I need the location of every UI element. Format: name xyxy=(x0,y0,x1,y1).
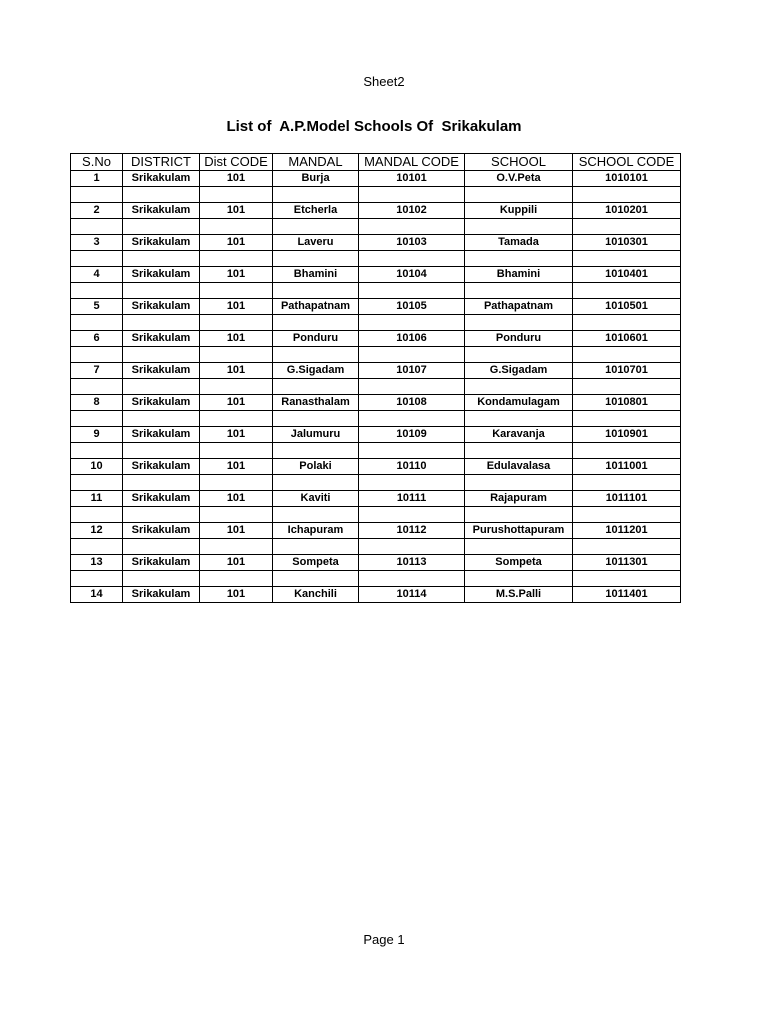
empty-cell xyxy=(123,411,200,427)
dist-code-cell: 101 xyxy=(200,523,273,539)
sno-cell: 1 xyxy=(71,171,123,187)
district-cell: Srikakulam xyxy=(123,523,200,539)
empty-cell xyxy=(465,443,573,459)
mandal-code-cell: 10114 xyxy=(359,587,465,603)
empty-cell xyxy=(359,443,465,459)
empty-cell xyxy=(71,187,123,203)
empty-cell xyxy=(71,443,123,459)
dist-code-cell: 101 xyxy=(200,331,273,347)
column-header: DISTRICT xyxy=(123,154,200,171)
district-cell: Srikakulam xyxy=(123,587,200,603)
mandal-code-cell: 10104 xyxy=(359,267,465,283)
mandal-code-cell: 10106 xyxy=(359,331,465,347)
sno-cell: 11 xyxy=(71,491,123,507)
school-code-cell: 1011001 xyxy=(573,459,681,475)
table-body xyxy=(71,171,681,603)
mandal-code-cell: 10109 xyxy=(359,427,465,443)
empty-cell xyxy=(71,251,123,267)
dist-code-cell: 101 xyxy=(200,587,273,603)
empty-cell xyxy=(359,507,465,523)
mandal-cell: Kanchili xyxy=(273,587,359,603)
mandal-cell: Ranasthalam xyxy=(273,395,359,411)
empty-cell xyxy=(573,475,681,491)
empty-cell xyxy=(123,379,200,395)
empty-cell xyxy=(273,571,359,587)
empty-cell xyxy=(71,539,123,555)
empty-cell xyxy=(123,507,200,523)
empty-cell xyxy=(465,315,573,331)
schools-table xyxy=(70,153,681,603)
spacer-row xyxy=(71,539,681,555)
empty-cell xyxy=(273,251,359,267)
table-row xyxy=(71,363,681,379)
empty-cell xyxy=(71,347,123,363)
school-code-cell: 1010301 xyxy=(573,235,681,251)
empty-cell xyxy=(359,475,465,491)
column-header: Dist CODE xyxy=(200,154,273,171)
empty-cell xyxy=(273,219,359,235)
spacer-row xyxy=(71,283,681,299)
district-cell: Srikakulam xyxy=(123,203,200,219)
table-header-row xyxy=(71,154,681,171)
empty-cell xyxy=(359,347,465,363)
mandal-cell: Bhamini xyxy=(273,267,359,283)
sheet-name: Sheet2 xyxy=(363,74,405,89)
mandal-cell: Kaviti xyxy=(273,491,359,507)
empty-cell xyxy=(573,571,681,587)
mandal-cell: G.Sigadam xyxy=(273,363,359,379)
district-cell: Srikakulam xyxy=(123,331,200,347)
empty-cell xyxy=(273,411,359,427)
empty-cell xyxy=(71,379,123,395)
empty-cell xyxy=(573,507,681,523)
empty-cell xyxy=(200,411,273,427)
empty-cell xyxy=(200,475,273,491)
empty-cell xyxy=(71,219,123,235)
school-cell: Purushottapuram xyxy=(465,523,573,539)
table-row xyxy=(71,267,681,283)
mandal-code-cell: 10103 xyxy=(359,235,465,251)
spacer-row xyxy=(71,443,681,459)
page-number: Page 1 xyxy=(363,932,405,947)
table-row xyxy=(71,171,681,187)
spacer-row xyxy=(71,475,681,491)
dist-code-cell: 101 xyxy=(200,171,273,187)
dist-code-cell: 101 xyxy=(200,427,273,443)
school-cell: M.S.Palli xyxy=(465,587,573,603)
school-cell: Kuppili xyxy=(465,203,573,219)
empty-cell xyxy=(123,219,200,235)
sno-cell: 12 xyxy=(71,523,123,539)
district-cell: Srikakulam xyxy=(123,491,200,507)
empty-cell xyxy=(71,507,123,523)
dist-code-cell: 101 xyxy=(200,555,273,571)
empty-cell xyxy=(573,251,681,267)
mandal-code-cell: 10102 xyxy=(359,203,465,219)
empty-cell xyxy=(273,539,359,555)
district-cell: Srikakulam xyxy=(123,427,200,443)
document-title: List of A.P.Model Schools Of Srikakulam xyxy=(226,118,522,135)
school-cell: G.Sigadam xyxy=(465,363,573,379)
sno-cell: 9 xyxy=(71,427,123,443)
empty-cell xyxy=(200,379,273,395)
empty-cell xyxy=(123,283,200,299)
district-cell: Srikakulam xyxy=(123,235,200,251)
mandal-code-cell: 10101 xyxy=(359,171,465,187)
empty-cell xyxy=(273,507,359,523)
empty-cell xyxy=(465,219,573,235)
dist-code-cell: 101 xyxy=(200,491,273,507)
mandal-cell: Etcherla xyxy=(273,203,359,219)
school-cell: O.V.Peta xyxy=(465,171,573,187)
table-row xyxy=(71,331,681,347)
dist-code-cell: 101 xyxy=(200,299,273,315)
spacer-row xyxy=(71,251,681,267)
dist-code-cell: 101 xyxy=(200,363,273,379)
empty-cell xyxy=(573,219,681,235)
empty-cell xyxy=(573,187,681,203)
empty-cell xyxy=(200,315,273,331)
school-code-cell: 1011101 xyxy=(573,491,681,507)
dist-code-cell: 101 xyxy=(200,459,273,475)
empty-cell xyxy=(465,571,573,587)
school-code-cell: 1011201 xyxy=(573,523,681,539)
sno-cell: 6 xyxy=(71,331,123,347)
mandal-code-cell: 10113 xyxy=(359,555,465,571)
school-cell: Kondamulagam xyxy=(465,395,573,411)
spacer-row xyxy=(71,315,681,331)
empty-cell xyxy=(359,251,465,267)
spacer-row xyxy=(71,411,681,427)
empty-cell xyxy=(465,539,573,555)
dist-code-cell: 101 xyxy=(200,395,273,411)
spacer-row xyxy=(71,187,681,203)
empty-cell xyxy=(465,475,573,491)
empty-cell xyxy=(359,571,465,587)
empty-cell xyxy=(273,315,359,331)
school-code-cell: 1010701 xyxy=(573,363,681,379)
mandal-cell: Ichapuram xyxy=(273,523,359,539)
dist-code-cell: 101 xyxy=(200,267,273,283)
empty-cell xyxy=(123,347,200,363)
table-row xyxy=(71,587,681,603)
empty-cell xyxy=(123,315,200,331)
school-code-cell: 1010201 xyxy=(573,203,681,219)
mandal-cell: Laveru xyxy=(273,235,359,251)
school-code-cell: 1010501 xyxy=(573,299,681,315)
sno-cell: 8 xyxy=(71,395,123,411)
mandal-cell: Ponduru xyxy=(273,331,359,347)
sno-cell: 7 xyxy=(71,363,123,379)
empty-cell xyxy=(200,251,273,267)
empty-cell xyxy=(359,315,465,331)
empty-cell xyxy=(123,475,200,491)
school-cell: Bhamini xyxy=(465,267,573,283)
empty-cell xyxy=(465,379,573,395)
school-code-cell: 1011401 xyxy=(573,587,681,603)
empty-cell xyxy=(200,187,273,203)
empty-cell xyxy=(465,347,573,363)
empty-cell xyxy=(200,539,273,555)
sno-cell: 10 xyxy=(71,459,123,475)
table-row xyxy=(71,299,681,315)
empty-cell xyxy=(71,475,123,491)
district-cell: Srikakulam xyxy=(123,267,200,283)
table-row xyxy=(71,459,681,475)
column-header: MANDAL CODE xyxy=(359,154,465,171)
empty-cell xyxy=(573,315,681,331)
mandal-code-cell: 10112 xyxy=(359,523,465,539)
mandal-code-cell: 10111 xyxy=(359,491,465,507)
column-header: SCHOOL xyxy=(465,154,573,171)
district-cell: Srikakulam xyxy=(123,459,200,475)
district-cell: Srikakulam xyxy=(123,363,200,379)
column-header: SCHOOL CODE xyxy=(573,154,681,171)
empty-cell xyxy=(123,571,200,587)
empty-cell xyxy=(123,539,200,555)
empty-cell xyxy=(573,539,681,555)
district-cell: Srikakulam xyxy=(123,395,200,411)
empty-cell xyxy=(573,411,681,427)
empty-cell xyxy=(359,283,465,299)
table-row xyxy=(71,203,681,219)
spacer-row xyxy=(71,219,681,235)
mandal-cell: Polaki xyxy=(273,459,359,475)
school-code-cell: 1011301 xyxy=(573,555,681,571)
table-row xyxy=(71,523,681,539)
dist-code-cell: 101 xyxy=(200,235,273,251)
empty-cell xyxy=(573,347,681,363)
school-cell: Rajapuram xyxy=(465,491,573,507)
school-cell: Pathapatnam xyxy=(465,299,573,315)
empty-cell xyxy=(71,411,123,427)
spacer-row xyxy=(71,571,681,587)
empty-cell xyxy=(359,411,465,427)
mandal-code-cell: 10108 xyxy=(359,395,465,411)
empty-cell xyxy=(465,251,573,267)
sno-cell: 5 xyxy=(71,299,123,315)
empty-cell xyxy=(123,187,200,203)
empty-cell xyxy=(273,347,359,363)
school-code-cell: 1010901 xyxy=(573,427,681,443)
empty-cell xyxy=(200,283,273,299)
empty-cell xyxy=(71,315,123,331)
empty-cell xyxy=(200,571,273,587)
spacer-row xyxy=(71,379,681,395)
empty-cell xyxy=(273,187,359,203)
empty-cell xyxy=(359,187,465,203)
mandal-cell: Sompeta xyxy=(273,555,359,571)
mandal-code-cell: 10110 xyxy=(359,459,465,475)
table-row xyxy=(71,555,681,571)
empty-cell xyxy=(359,219,465,235)
empty-cell xyxy=(123,251,200,267)
empty-cell xyxy=(273,475,359,491)
dist-code-cell: 101 xyxy=(200,203,273,219)
empty-cell xyxy=(71,571,123,587)
column-header: MANDAL xyxy=(273,154,359,171)
table-row xyxy=(71,395,681,411)
table-row xyxy=(71,427,681,443)
district-cell: Srikakulam xyxy=(123,299,200,315)
sno-cell: 2 xyxy=(71,203,123,219)
empty-cell xyxy=(200,507,273,523)
table-row xyxy=(71,491,681,507)
empty-cell xyxy=(465,187,573,203)
school-cell: Tamada xyxy=(465,235,573,251)
district-cell: Srikakulam xyxy=(123,171,200,187)
empty-cell xyxy=(359,539,465,555)
school-cell: Karavanja xyxy=(465,427,573,443)
empty-cell xyxy=(359,379,465,395)
sno-cell: 14 xyxy=(71,587,123,603)
empty-cell xyxy=(573,283,681,299)
mandal-cell: Pathapatnam xyxy=(273,299,359,315)
column-header: S.No xyxy=(71,154,123,171)
empty-cell xyxy=(465,507,573,523)
sno-cell: 4 xyxy=(71,267,123,283)
empty-cell xyxy=(273,283,359,299)
empty-cell xyxy=(465,283,573,299)
school-code-cell: 1010601 xyxy=(573,331,681,347)
empty-cell xyxy=(465,411,573,427)
school-cell: Sompeta xyxy=(465,555,573,571)
empty-cell xyxy=(273,379,359,395)
empty-cell xyxy=(200,219,273,235)
school-code-cell: 1010101 xyxy=(573,171,681,187)
mandal-cell: Burja xyxy=(273,171,359,187)
school-code-cell: 1010801 xyxy=(573,395,681,411)
sno-cell: 3 xyxy=(71,235,123,251)
empty-cell xyxy=(71,283,123,299)
school-code-cell: 1010401 xyxy=(573,267,681,283)
empty-cell xyxy=(573,443,681,459)
table-row xyxy=(71,235,681,251)
empty-cell xyxy=(123,443,200,459)
spacer-row xyxy=(71,347,681,363)
spacer-row xyxy=(71,507,681,523)
district-cell: Srikakulam xyxy=(123,555,200,571)
empty-cell xyxy=(200,347,273,363)
mandal-cell: Jalumuru xyxy=(273,427,359,443)
empty-cell xyxy=(273,443,359,459)
school-cell: Edulavalasa xyxy=(465,459,573,475)
sno-cell: 13 xyxy=(71,555,123,571)
mandal-code-cell: 10105 xyxy=(359,299,465,315)
school-cell: Ponduru xyxy=(465,331,573,347)
empty-cell xyxy=(200,443,273,459)
empty-cell xyxy=(573,379,681,395)
mandal-code-cell: 10107 xyxy=(359,363,465,379)
